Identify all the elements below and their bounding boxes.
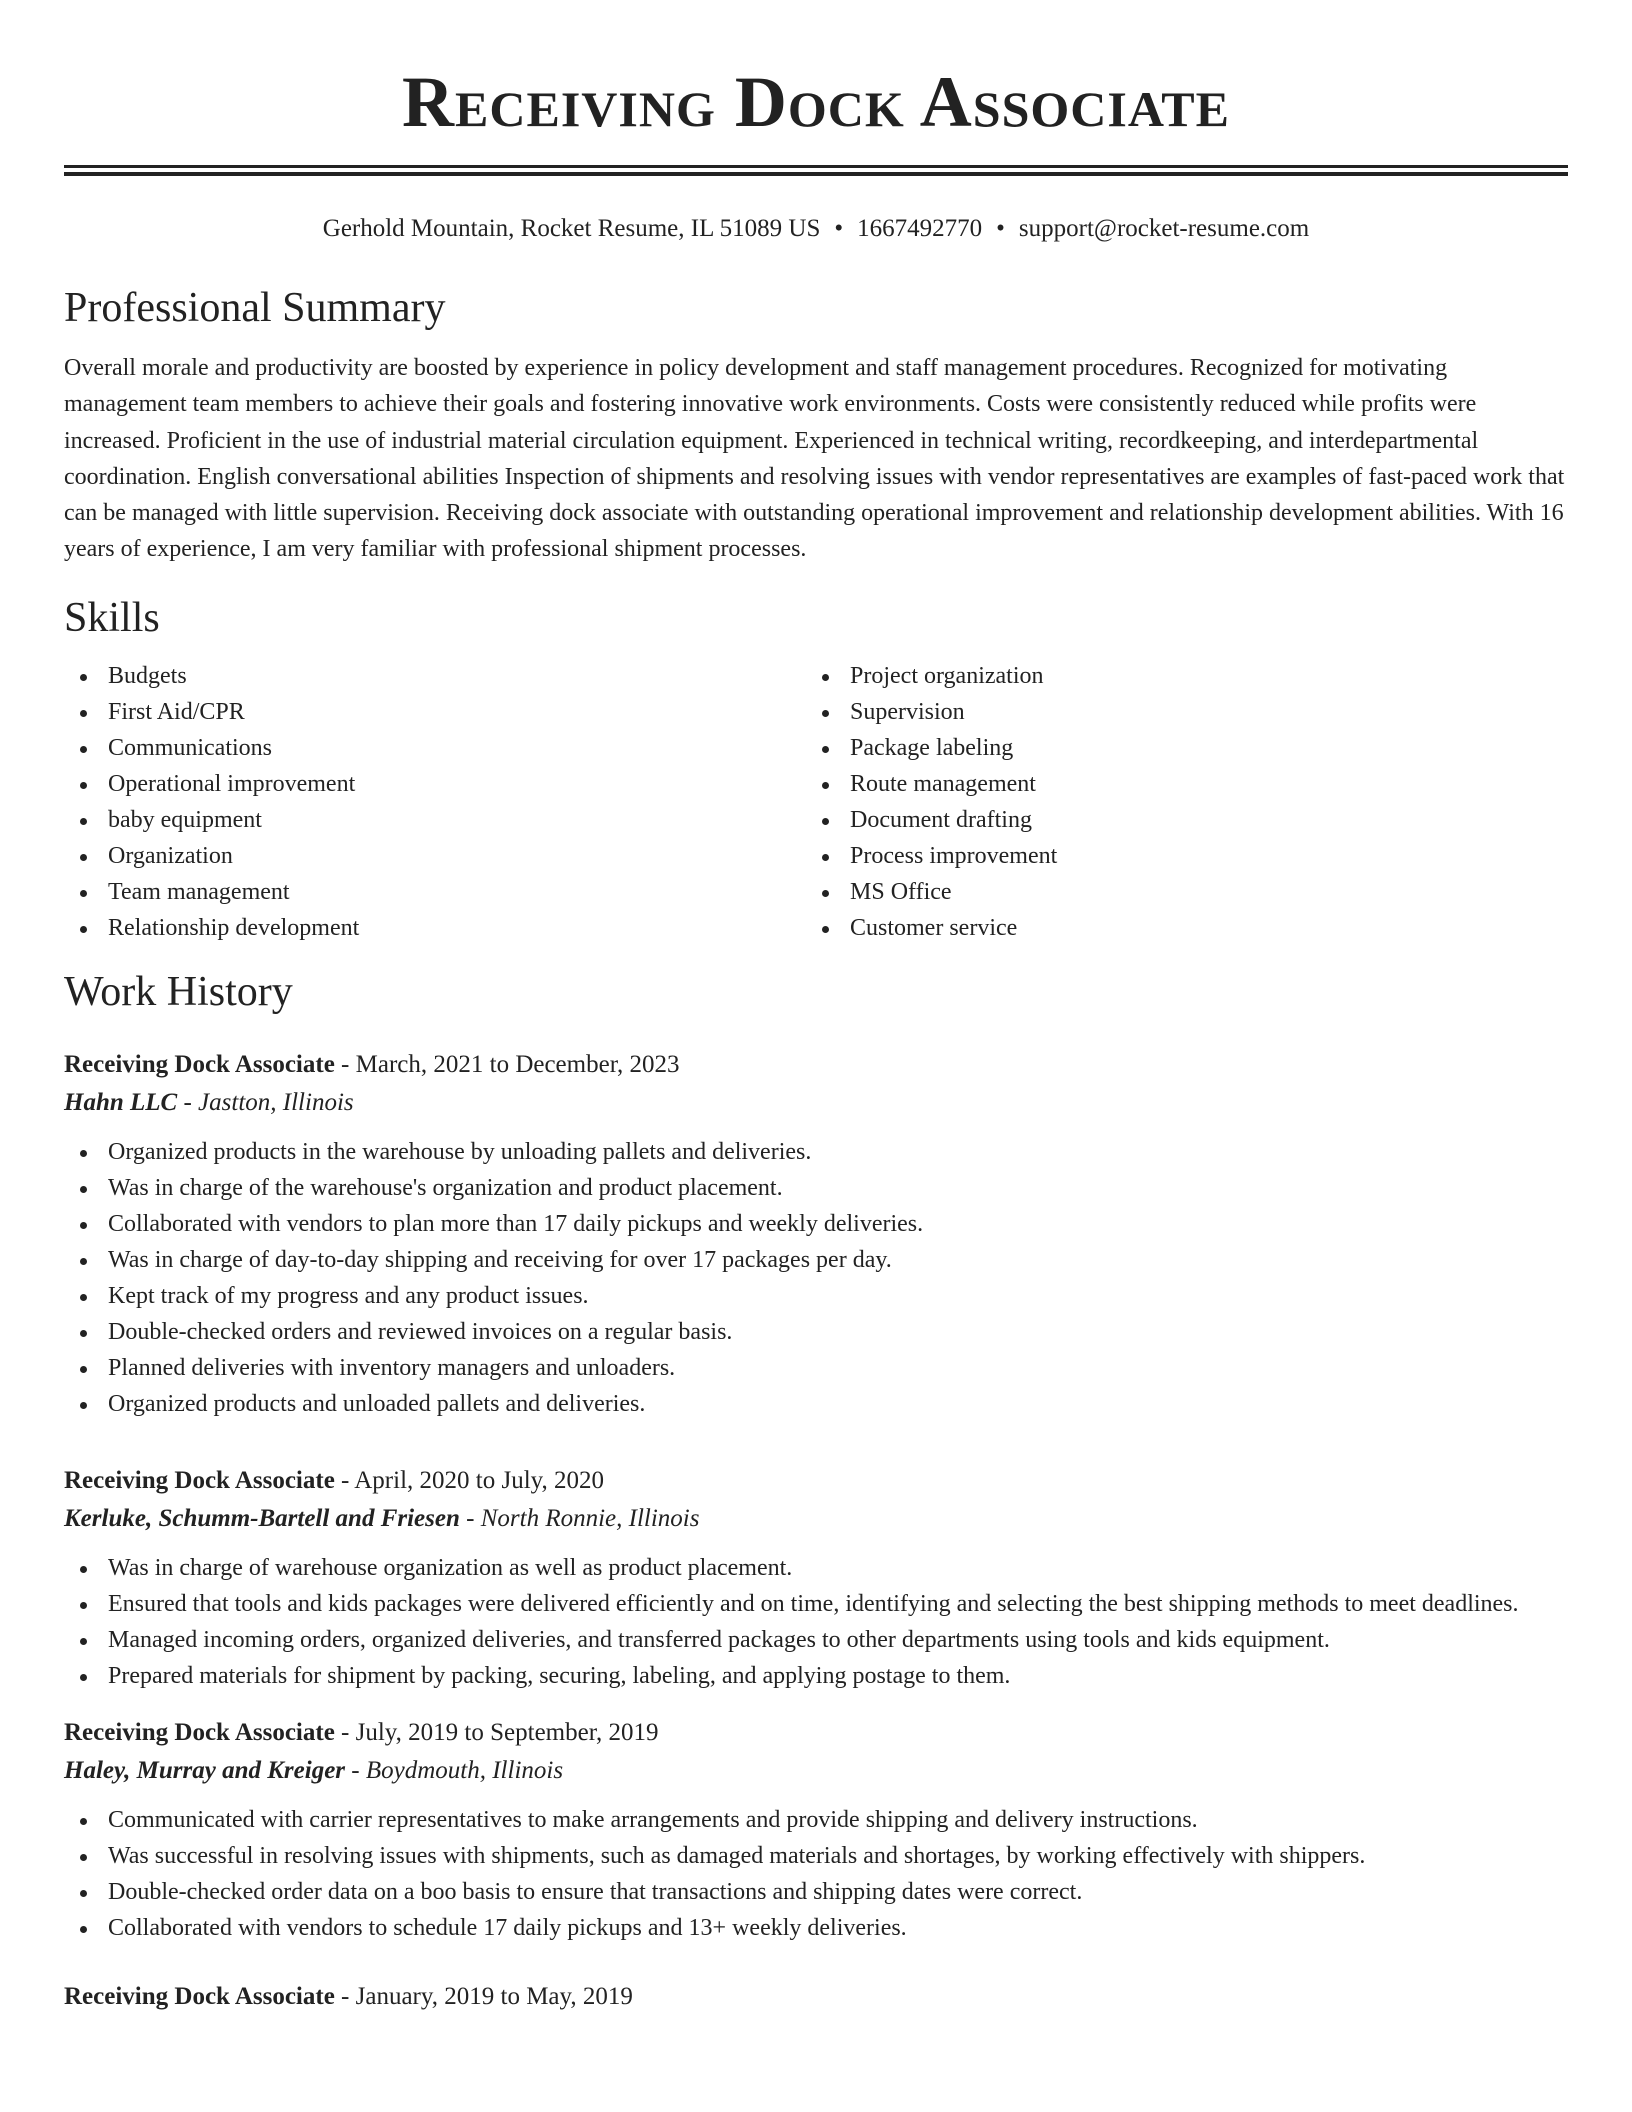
job-title: Receiving Dock Associate [64,1050,335,1078]
duty-item: Organized products in the warehouse by unloading pallets and deliveries. [64,1134,1568,1170]
skill-item: Relationship development [64,910,806,946]
skill-item: Organization [64,838,806,874]
duty-item: Double-checked order data on a boo basis to ensure that transactions and shipping dates were correct. [64,1874,1568,1910]
work-history-heading: Work History [64,968,293,1015]
job-title: Receiving Dock Associate [64,1982,335,2010]
skill-item: Supervision [806,694,1548,730]
company-location: - North Ronnie, Illinois [459,1504,700,1532]
skill-item: Customer service [806,910,1548,946]
duty-item: Communicated with carrier representatives to make arrangements and provide shipping and delivery instructions. [64,1802,1568,1838]
contact-line [64,214,1568,244]
job-title-line [64,1978,1568,2016]
summary-text: Overall morale and productivity are boosted by experience in policy development and staff management procedures. Recognized for motivating management team members to achieve their goals and fostering innovative work environments. Costs were consistently reduced while profits were increased. Proficient in the use of industrial material circulation equipment. Experienced in technical writing, recordkeeping, and interdepartmental coordination. English conversational abilities Inspection of shipments and resolving issues with vendor representatives are examples of fast-paced work that can be managed with little supervision. Receiving dock associate with outstanding operational improvement and relationship development abilities. With 16 years of experience, I am very familiar with professional shipment processes. [64,355,1565,563]
resume-name: Receiving Dock Associate [402,62,1230,142]
summary-heading: Professional Summary [64,285,446,331]
duties-list [64,1550,1568,1694]
duty-item: Ensured that tools and kids packages were delivered efficiently and on time, identifying and selecting the best shipping methods to meet deadlines. [64,1586,1568,1622]
skill-item: baby equipment [64,802,806,838]
duty-item: Prepared materials for shipment by packing, securing, labeling, and applying postage to them. [64,1658,1568,1694]
company-line [64,1500,1568,1538]
duty-item: Organized products and unloaded pallets and deliveries. [64,1386,1568,1422]
company-line [64,1752,1568,1790]
skill-item: Route management [806,766,1548,802]
duty-item: Collaborated with vendors to plan more than 17 daily pickups and weekly deliveries. [64,1206,1568,1242]
job-title-line [64,1714,1568,1752]
company-location: - Jastton, Illinois [177,1088,354,1116]
job-title: Receiving Dock Associate [64,1718,335,1746]
company-name: Kerluke, Schumm-Bartell and Friesen [64,1504,460,1532]
duty-item: Was successful in resolving issues with shipments, such as damaged materials and shortages, by working effectively with shippers. [64,1838,1568,1874]
duty-item: Planned deliveries with inventory managers and unloaders. [64,1350,1568,1386]
skill-item: Process improvement [806,838,1548,874]
job-title-line [64,1046,1568,1084]
duty-item: Collaborated with vendors to schedule 17 daily pickups and 13+ weekly deliveries. [64,1910,1568,1946]
duty-item: Kept track of my progress and any product issues. [64,1278,1568,1314]
company-name: Haley, Murray and Kreiger [64,1756,346,1784]
skill-item: Budgets [64,658,806,694]
skill-item: Package labeling [806,730,1548,766]
contact-separator: • [834,215,844,242]
company-line [64,1084,1568,1122]
duty-item: Managed incoming orders, organized deliveries, and transferred packages to other departments using tools and kids equipment. [64,1622,1568,1658]
contact-separator: • [996,215,1005,242]
duty-item: Was in charge of warehouse organization as well as product placement. [64,1550,1568,1586]
job-title-line [64,1462,1568,1500]
job-entry [64,1714,1568,1946]
skill-item: MS Office [806,874,1548,910]
duties-list [64,1134,1568,1422]
company-name: Hahn LLC [64,1088,178,1116]
duty-item: Double-checked orders and reviewed invoices on a regular basis. [64,1314,1568,1350]
skill-item: Project organization [806,658,1548,694]
skills-list-right [806,658,1548,946]
company-location: - Boydmouth, Illinois [345,1756,564,1784]
contact-phone: 1667492770 [857,215,983,242]
duty-item: Was in charge of day-to-day shipping and receiving for over 17 packages per day. [64,1242,1568,1278]
skill-item: Communications [64,730,806,766]
skill-item: First Aid/CPR [64,694,806,730]
contact-email[interactable]: support@rocket-resume.com [1018,215,1310,242]
skill-item: Team management [64,874,806,910]
skill-item: Document drafting [806,802,1548,838]
contact-address: Gerhold Mountain, Rocket Resume, IL 51089 US [322,215,821,242]
job-title: Receiving Dock Associate [64,1466,335,1494]
job-entry [64,1978,1568,2016]
job-dates: - January, 2019 to May, 2019 [334,1982,633,2010]
skills-list-left [64,658,806,946]
skill-item: Operational improvement [64,766,806,802]
job-dates: - April, 2020 to July, 2020 [334,1466,605,1494]
job-entry [64,1462,1568,1694]
duty-item: Was in charge of the warehouse's organization and product placement. [64,1170,1568,1206]
skills-columns [64,658,1568,946]
job-dates: - July, 2019 to September, 2019 [334,1718,659,1746]
job-dates: - March, 2021 to December, 2023 [334,1050,680,1078]
header-divider [64,165,1568,176]
work-history-list [64,1046,1568,2016]
skills-heading: Skills [64,594,160,641]
resume-page [64,0,1568,2016]
duties-list [64,1802,1568,1946]
job-entry [64,1046,1568,1422]
